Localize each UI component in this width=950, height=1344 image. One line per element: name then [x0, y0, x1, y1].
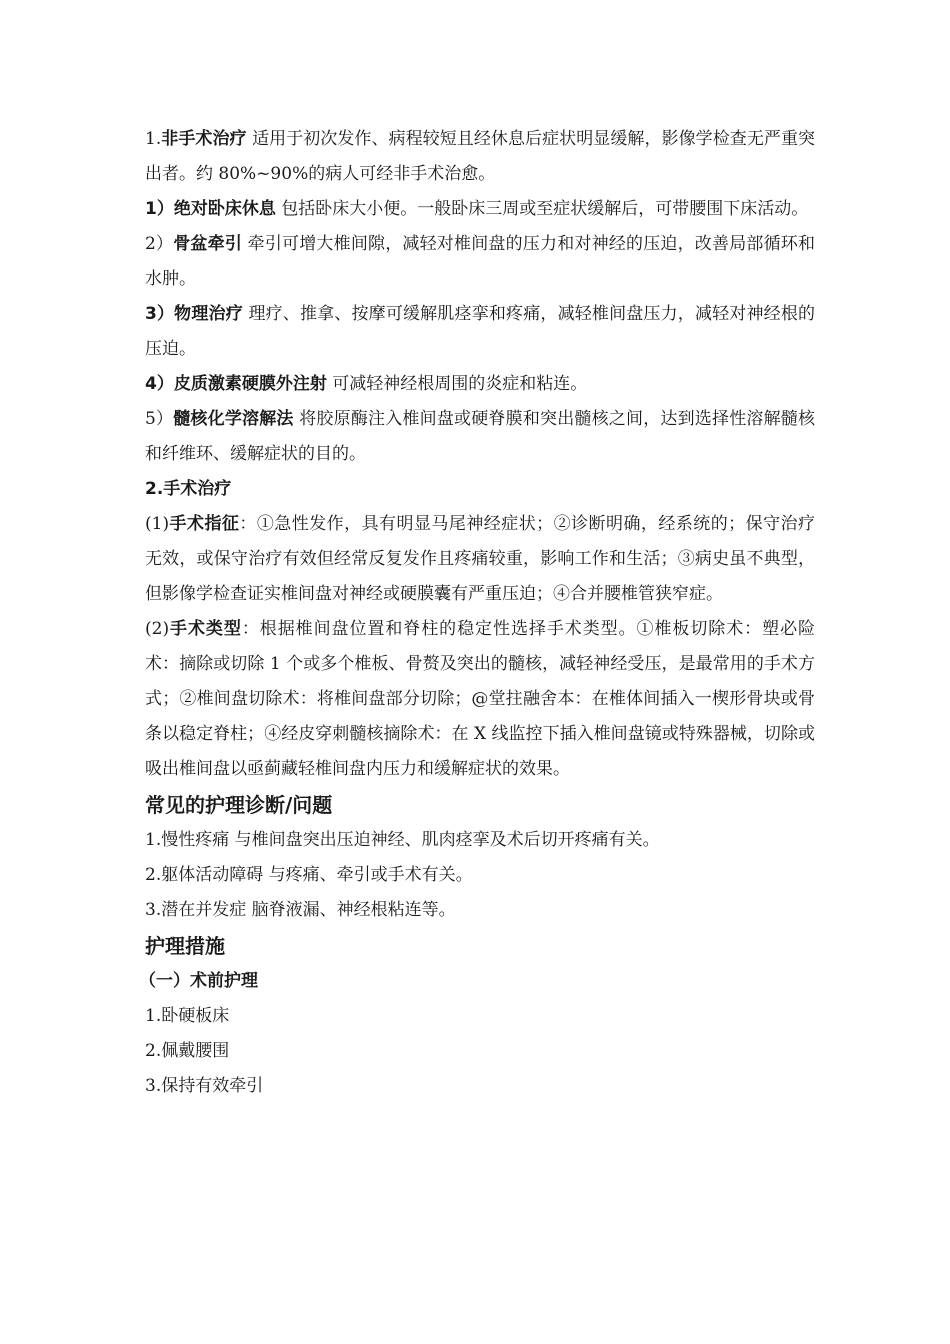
heading-nursing-measures: 护理措施 — [145, 934, 225, 958]
item-text: 将胶原酶注入椎间盘或硬脊膜和突出髓核之间，达到选择性溶解髓核和纤维环、缓解症状的目的。 — [145, 409, 816, 464]
section-heading: 非手术治疗 — [161, 129, 247, 149]
section-number: 1. — [145, 129, 162, 149]
section-heading: 2.手术治疗 — [145, 479, 232, 499]
item-heading: 骨盆牵引 — [173, 234, 243, 254]
item-heading: 1）绝对卧床休息 — [145, 199, 276, 219]
heading-nursing-diagnoses: 常见的护理诊断/问题 — [145, 793, 333, 817]
item-heading: 4）皮质激素硬膜外注射 — [145, 374, 327, 394]
item-text: 牵引可增大椎间隙，减轻对椎间盘的压力和对神经的压迫，改善局部循环和水肿。 — [145, 234, 815, 289]
section-non-surgical — [145, 122, 815, 192]
diagnosis-item: 2.躯体活动障碍 与疼痛、牵引或手术有关。 — [145, 865, 473, 885]
subheading-preoperative-care: （一）术前护理 — [139, 971, 258, 991]
measure-item: 2.佩戴腰围 — [145, 1041, 230, 1061]
section-surgical — [145, 472, 815, 507]
item-text: ：根据椎间盘位置和脊柱的稳定性选择手术类型。①椎板切除术：塑必险术：摘除或切除 1 个或多个椎板、骨赘及突出的髓核，减轻神经受压，是最常用的手术方式；②椎间盘切除术：将椎间盘部分切除；@堂拄融舍本：在椎体间插入一楔形骨块或骨条以稳定脊柱；④经皮穿刺髓核摘除术：在 X 线监控下插入椎间盘镜或特殊器械，切除或吸出椎间盘以亟蓟藏轻椎间盘内压力和缓解症状的效果。 — [145, 619, 816, 779]
item-heading: 手术类型 — [169, 619, 242, 639]
item-chemonucleolysis — [145, 402, 815, 472]
item-number: (1) — [145, 514, 170, 534]
item-number: (2) — [145, 619, 170, 639]
item-physical-therapy — [145, 297, 815, 367]
surgical-indications — [145, 507, 815, 612]
measure-item: 1.卧硬板床 — [145, 1006, 230, 1026]
item-pelvic-traction — [145, 227, 815, 297]
item-text: 理疗、推拿、按摩可缓解肌痉挛和疼痛，减轻椎间盘压力，减轻对神经根的压迫。 — [145, 304, 815, 359]
item-text: 包括卧床大小便。一般卧床三周或至症状缓解后，可带腰围下床活动。 — [275, 199, 809, 219]
diagnosis-item: 3.潜在并发症 脑脊液漏、神经根粘连等。 — [145, 900, 456, 920]
item-text: 可减轻神经根周围的炎症和粘连。 — [326, 374, 588, 394]
surgical-types — [145, 612, 815, 787]
item-bed-rest — [145, 192, 815, 227]
item-text: ：①急性发作，具有明显马尾神经症状；②诊断明确，经系统的；保守治疗无效，或保守治疗有效但经常反复发作且疼痛较重，影响工作和生活；③病史虽不典型，但影像学检查证实椎间盘对神经或硬膜囊有严重压迫；④合并腰椎管狭窄症。 — [145, 514, 816, 604]
item-heading: 髓核化学溶解法 — [173, 409, 294, 429]
section-text: 适用于初次发作、病程较短且经休息后症状明显缓解，影像学检查无严重突出者。约 80%~90%的病人可经非手术治愈。 — [145, 129, 816, 184]
item-heading: 3）物理治疗 — [145, 304, 243, 324]
document-body — [139, 122, 816, 1104]
item-epidural-injection — [145, 367, 815, 402]
measure-item: 3.保持有效牵引 — [145, 1076, 264, 1096]
item-heading: 手术指征 — [169, 514, 240, 534]
item-number: 2） — [145, 234, 174, 254]
diagnosis-item: 1.慢性疼痛 与椎间盘突出压迫神经、肌肉痉挛及术后切开疼痛有关。 — [145, 830, 660, 850]
item-number: 5） — [145, 409, 174, 429]
